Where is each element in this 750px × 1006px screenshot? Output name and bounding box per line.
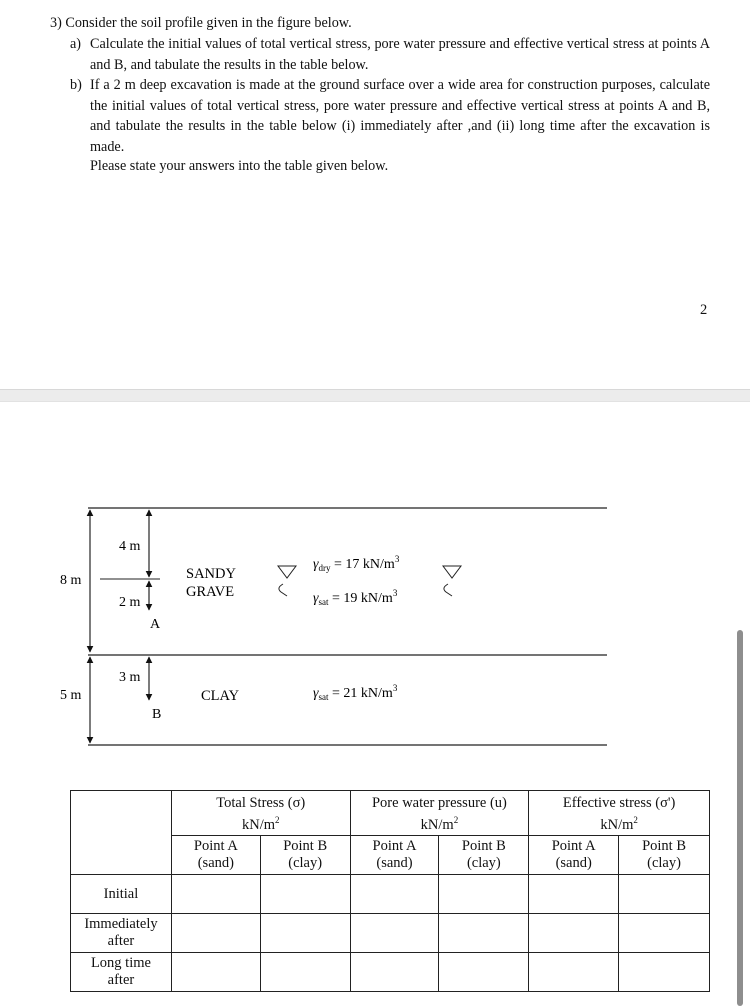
answer-cell[interactable] [171, 875, 260, 914]
page-number: 2 [700, 302, 708, 318]
dimension-3m-label: 3 m [119, 670, 141, 685]
point-a-label: A [150, 617, 161, 632]
gamma-sat-clay-label: $\gamma_{sat} = 21$ $kN/m^3$ [313, 683, 398, 702]
row-label-immediately-after: Immediately after [71, 914, 172, 953]
gamma-dry-label: $\gamma_{dry} = 17$ $kN/m^3$ [313, 554, 400, 573]
question-heading: 3) Consider the soil profile given in the figure below. [50, 15, 352, 31]
layer1-label-line1: SANDY [186, 566, 236, 582]
document-page [0, 0, 750, 388]
part-a-text: Calculate the initial values of total vertical stress, pore water pressure and effective vertical stress at points A and B, and tabulate the results in the table below. [90, 36, 710, 73]
answer-cell[interactable] [350, 914, 439, 953]
subheader-eff-a: Point A (sand) [529, 836, 619, 875]
dimension-2m-label: 2 m [119, 595, 141, 610]
answer-cell[interactable] [529, 875, 619, 914]
answer-cell[interactable] [439, 914, 529, 953]
answer-cell[interactable] [619, 953, 710, 992]
answer-cell[interactable] [350, 875, 439, 914]
page-separator [0, 389, 750, 402]
water-table-icon-left [278, 566, 296, 596]
subheader-eff-b: Point B (clay) [619, 836, 710, 875]
point-b-label: B [152, 707, 162, 722]
answer-cell[interactable] [171, 953, 260, 992]
answer-cell[interactable] [171, 914, 260, 953]
answer-cell[interactable] [619, 875, 710, 914]
answer-cell[interactable] [350, 953, 439, 992]
table-row [71, 953, 710, 992]
layer1-label-line2: GRAVE [186, 584, 235, 600]
vertical-scrollbar[interactable] [737, 630, 743, 1006]
subheader-total-b: Point B (clay) [260, 836, 350, 875]
answer-cell[interactable] [529, 914, 619, 953]
answer-cell[interactable] [260, 875, 350, 914]
dimension-8m-label: 8 m [60, 573, 82, 588]
gamma-sat-sand-label: $\gamma_{sat} = 19$ $kN/m^3$ [313, 588, 398, 607]
part-b-label: b) [70, 77, 82, 93]
answer-cell[interactable] [529, 953, 619, 992]
row-label-initial: Initial [71, 875, 172, 914]
answer-cell[interactable] [439, 953, 529, 992]
part-b-text: If a 2 m deep excavation is made at the ground surface over a wide area for construction purposes, calculate the initial values of total vertical stress, pore water pressure and effective vertical stress at points A and B, and tabulate the results in the table below (i) immediately after ,and (ii) long time after the excavation is made. [90, 77, 710, 155]
layer2-label: CLAY [201, 688, 240, 704]
answer-cell[interactable] [260, 953, 350, 992]
row-label-long-time-after: Long time after [71, 953, 172, 992]
table-row [71, 914, 710, 953]
dimension-5m-label: 5 m [60, 688, 82, 703]
subheader-pore-a: Point A (sand) [350, 836, 439, 875]
answer-cell[interactable] [439, 875, 529, 914]
table-corner-cell [71, 791, 172, 875]
answer-cell[interactable] [260, 914, 350, 953]
instruction-text: Please state your answers into the table given below. [90, 158, 389, 174]
subheader-total-a: Point A (sand) [171, 836, 260, 875]
header-effective-stress: Effective stress (σ') $kN/m^2$ [529, 791, 710, 836]
header-total-stress: Total Stress (σ) $kN/m^2$ [171, 791, 350, 836]
header-pore-pressure: Pore water pressure (u) $kN/m^2$ [350, 791, 529, 836]
table-row [71, 875, 710, 914]
water-table-icon-right [443, 566, 461, 596]
soil-profile-figure [0, 500, 750, 760]
answer-table [70, 790, 710, 992]
dimension-4m-label: 4 m [119, 539, 141, 554]
answer-cell[interactable] [619, 914, 710, 953]
subheader-pore-b: Point B (clay) [439, 836, 529, 875]
part-a-label: a) [70, 36, 82, 52]
